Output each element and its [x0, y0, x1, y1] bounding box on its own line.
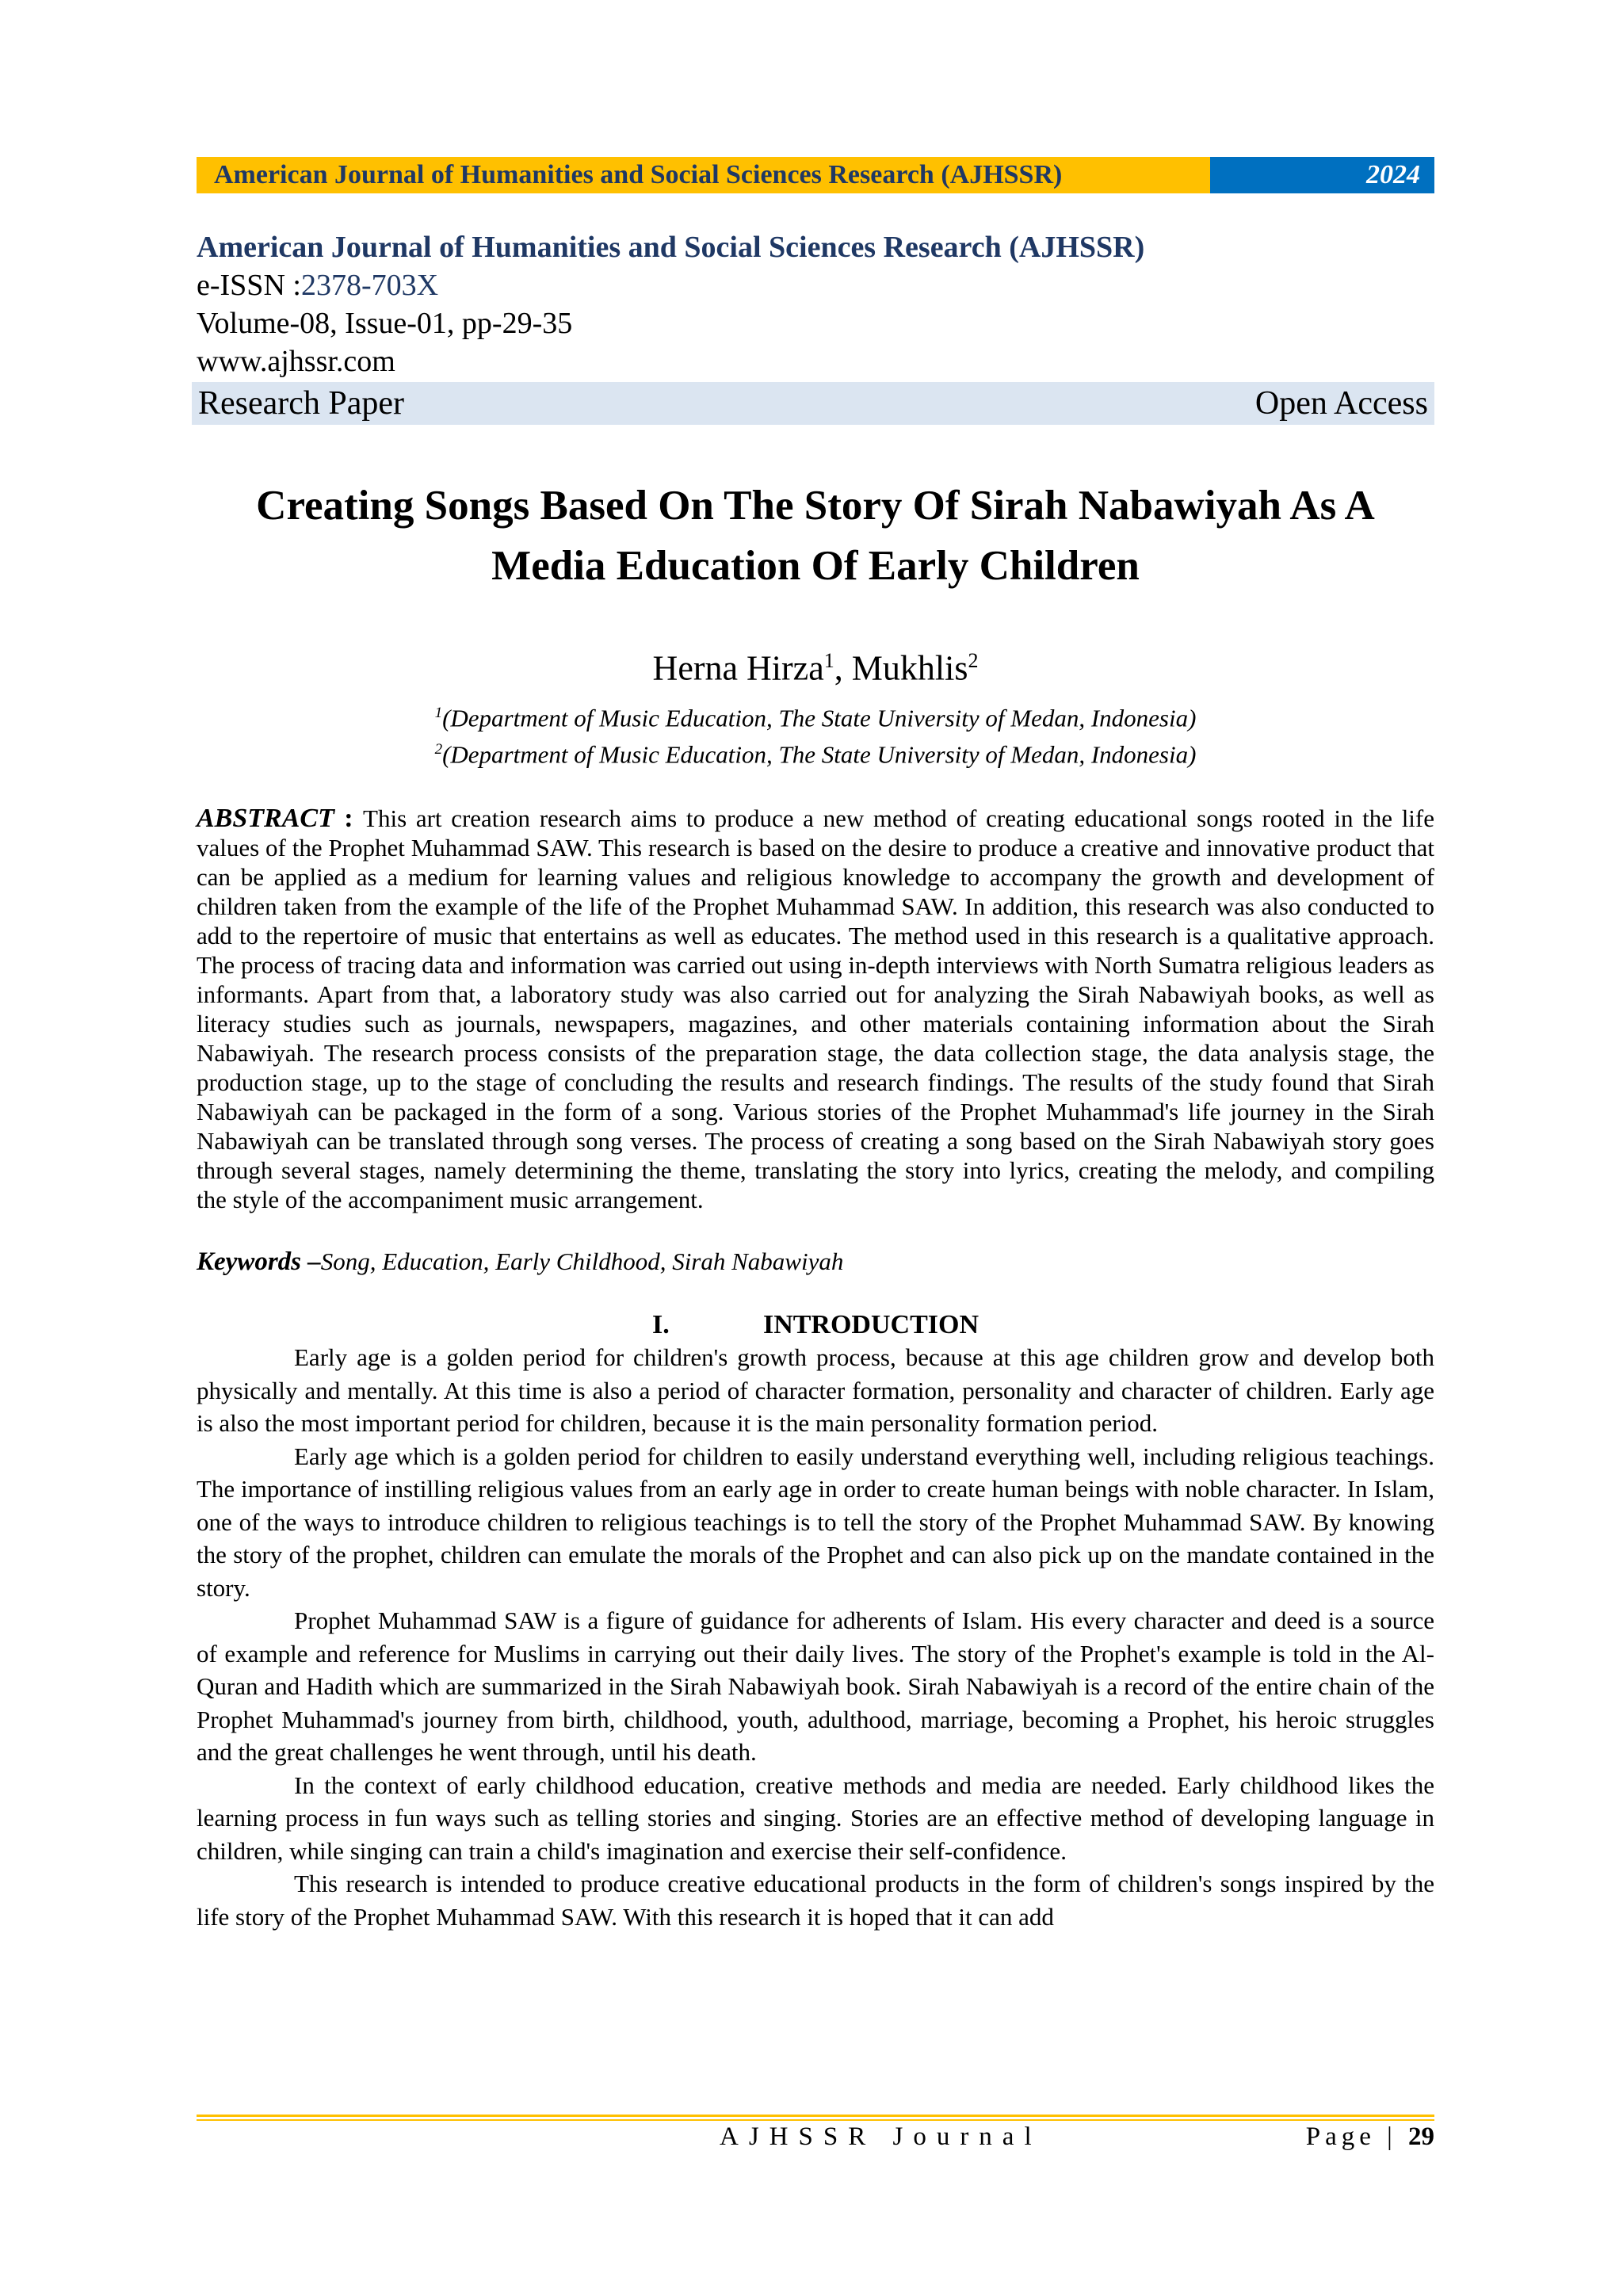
paper-type-bar	[192, 382, 1434, 425]
paragraph: Prophet Muhammad SAW is a figure of guidance for adherents of Islam. His every character and deed is a source of example and reference for Muslims in carrying out their daily lives. The story of the Prophet's example is told in the Al-Quran and Hadith which are summarized in the Sirah Nabawiyah book. Sirah Nabawiyah is a record of the entire chain of the Prophet Muhammad's journey from birth, childhood, youth, adulthood, marriage, becoming a Prophet, his heroic struggles and the great challenges he went through, until his death.	[197, 1606, 1434, 1767]
author-list	[197, 640, 1434, 690]
abstract-text: This art creation research aims to produce a new method of creating educational songs rooted in the life values of the Prophet Muhammad SAW. This research is based on the desire to produce a creative and innovative product that can be applied as a medium for learning values and religious knowledge to accompany the growth and development of children taken from the example of the life of the Prophet Muhammad SAW. In addition, this research was also conducted to add to the repertoire of music that entertains as well as educates. The method used in this research is a qualitative approach. The process of tracing data and information was carried out using in-depth interviews with North Sumatra religious leaders as informants. Apart from that, a laboratory study was also carried out for analyzing the Sirah Nabawiyah books, as well as literacy studies such as journals, newspapers, magazines, and other materials containing information about the Sirah Nabawiyah. The research process consists of the preparation stage, the data collection stage, the data analysis stage, the production stage, up to the stage of concluding the results and research findings. The results of the study found that Sirah Nabawiyah can be packaged in the form of a song. Various stories of the Prophet Muhammad's life journey in the Sirah Nabawiyah can be translated through song verses. The process of creating a song based on the Sirah Nabawiyah story goes through several stages, namely determining the theme, translating the story into lyrics, creating the melody, and compiling the style of the accompaniment music arrangement.	[197, 804, 1434, 1214]
keywords	[197, 1246, 1434, 1278]
affiliation-text: (Department of Music Education, The State University of Medan, Indonesia)	[442, 740, 1197, 769]
affiliation-text: (Department of Music Education, The State University of Medan, Indonesia)	[442, 703, 1197, 732]
paragraph: This research is intended to produce creative educational products in the form of children's songs inspired by the life story of the Prophet Muhammad SAW. With this research it is hoped that it can add	[197, 1870, 1434, 1931]
paragraph: In the context of early childhood education, creative methods and media are needed. Early childhood likes the learning process in fun ways such as telling stories and singing. Stories are an effective method of developing language in children, while singing can train a child's imagination and exercise their self-confidence.	[197, 1771, 1434, 1865]
affiliation-mark: 1	[434, 704, 443, 721]
article-title	[197, 476, 1434, 596]
journal-title: American Journal of Humanities and Social Sciences Research (AJHSSR)	[197, 231, 1145, 264]
introduction-body	[197, 1341, 1434, 1933]
paragraph: Early age is a golden period for children's growth process, because at this age children grow and develop both physically and mentally. At this time is also a period of character formation, personality and character of children. Early age is also the most important period for children, because it is the main personality formation period.	[197, 1343, 1434, 1438]
paper-page	[197, 157, 1434, 1933]
paper-type: Research Paper	[198, 385, 405, 422]
journal-info	[197, 228, 1434, 425]
abstract	[197, 804, 1434, 1214]
author-name: Herna Hirza	[652, 648, 824, 688]
website-link[interactable]: www.ajhssr.com	[197, 345, 395, 378]
journal-header-bar	[197, 157, 1434, 193]
volume-line: Volume-08, Issue-01, pp-29-35	[197, 307, 573, 340]
footer-page-number	[1306, 2118, 1434, 2156]
affiliation	[197, 697, 1434, 734]
open-access-label: Open Access	[1254, 385, 1428, 422]
page-number: 29	[1408, 2122, 1434, 2151]
paragraph: Early age which is a golden period for children to easily understand everything well, including religious teachings. The importance of instilling religious values from an early age in order to create human beings with noble character. In Islam, one of the ways to introduce children to religious teachings is to tell the story of the Prophet Muhammad SAW. By knowing the story of the prophet, children can emulate the morals of the Prophet and can also pick up on the mandate contained in the story.	[197, 1442, 1434, 1602]
author-affiliation-mark: 2	[968, 649, 979, 672]
section-heading-introduction	[197, 1309, 1434, 1341]
issn-label: e-ISSN :	[197, 269, 301, 302]
footer-journal-name: AJHSSR Journal	[720, 2122, 1042, 2151]
issn-value: 2378-703X	[300, 269, 439, 302]
abstract-label: ABSTRACT	[197, 804, 334, 834]
affiliation-mark: 2	[434, 740, 443, 758]
title-line-1: Creating Songs Based On The Story Of Sirah Nabawiyah As A	[256, 483, 1375, 529]
keywords-text: Song, Education, Early Childhood, Sirah Nabawiyah	[320, 1247, 844, 1276]
author-separator: ,	[834, 648, 852, 688]
header-year: 2024	[1210, 157, 1434, 193]
section-number: I.	[651, 1310, 670, 1340]
affiliation	[197, 734, 1434, 770]
abstract-colon: :	[334, 804, 364, 834]
issn-line	[197, 266, 1434, 304]
page-label: Page |	[1305, 2122, 1397, 2151]
section-title: INTRODUCTION	[762, 1310, 980, 1340]
author-name: Mukhlis	[851, 648, 968, 688]
header-journal-name: American Journal of Humanities and Social Sciences Research (AJHSSR)	[197, 157, 1210, 193]
author-affiliation-mark: 1	[823, 649, 834, 672]
keywords-label: Keywords –	[197, 1247, 321, 1277]
title-line-2: Media Education Of Early Children	[491, 543, 1140, 589]
